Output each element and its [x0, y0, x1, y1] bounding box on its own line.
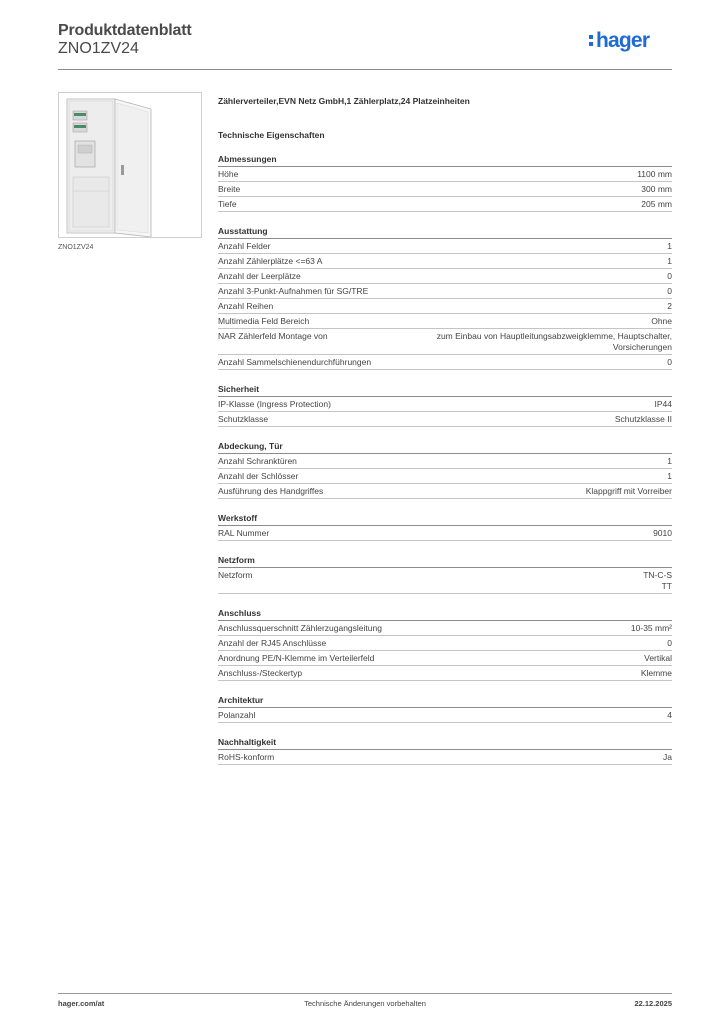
hager-logo — [588, 26, 672, 56]
property-value-line: 0 — [667, 286, 672, 296]
property-row — [218, 269, 672, 284]
property-label: Anschlussquerschnitt Zählerzugangsleitung — [218, 623, 382, 633]
section-ausstattung — [218, 226, 672, 370]
property-row — [218, 254, 672, 269]
section-nachhaltigkeit — [218, 737, 672, 765]
property-label: Anzahl Zählerplätze <=63 A — [218, 256, 323, 266]
property-value — [302, 668, 672, 679]
product-code: ZNO1ZV24 — [58, 40, 139, 57]
section-anschluss — [218, 608, 672, 681]
property-label: Anzahl Sammelschienendurchführungen — [218, 357, 372, 367]
property-value — [371, 357, 672, 368]
property-row — [218, 469, 672, 484]
property-row — [218, 329, 672, 355]
property-value — [240, 184, 672, 195]
property-value — [255, 710, 672, 721]
section-title: Abdeckung, Tür — [218, 441, 672, 454]
property-value-line: 1100 mm — [637, 169, 672, 179]
property-value — [368, 286, 672, 297]
property-row — [218, 239, 672, 254]
property-value-line: zum Einbau von Hauptleitungsabzweigklemme, Hauptschalter, — [436, 331, 672, 341]
property-value-line: Klemme — [640, 668, 672, 678]
property-label: Anzahl der Leerplätze — [218, 271, 301, 281]
section-abmessungen — [218, 154, 672, 212]
section-title: Anschluss — [218, 608, 672, 621]
property-row — [218, 568, 672, 594]
property-value — [309, 316, 672, 327]
property-value-line: 300 mm — [641, 184, 672, 194]
property-row — [218, 314, 672, 329]
property-row — [218, 397, 672, 412]
property-label: Anordnung PE/N-Klemme im Verteilerfeld — [218, 653, 375, 663]
property-label: Anzahl Reihen — [218, 301, 274, 311]
property-value — [298, 471, 672, 482]
property-value-line: 205 mm — [641, 199, 672, 209]
property-value-line: 1 — [667, 241, 672, 251]
footer-website[interactable]: hager.com/at — [58, 999, 105, 1008]
property-value-line: 10-35 mm² — [630, 623, 672, 633]
product-description: Zählerverteiler,EVN Netz GmbH,1 Zählerplatz,24 Platzeinheiten — [218, 96, 470, 106]
technical-properties-heading: Technische Eigenschaften — [218, 130, 325, 140]
footer-disclaimer: Technische Änderungen vorbehalten — [304, 999, 426, 1008]
property-row — [218, 284, 672, 299]
property-label: NAR Zählerfeld Montage von — [218, 331, 328, 341]
property-label: Anschluss-/Steckertyp — [218, 668, 303, 678]
property-value — [301, 271, 672, 282]
property-value — [268, 414, 672, 425]
property-row — [218, 412, 672, 427]
property-value-line: Ja — [663, 752, 672, 762]
property-label: Tiefe — [218, 199, 237, 209]
property-label: Ausführung des Handgriffes — [218, 486, 324, 496]
property-value — [297, 456, 672, 467]
property-label: Anzahl 3-Punkt-Aufnahmen für SG/TRE — [218, 286, 369, 296]
property-row — [218, 299, 672, 314]
property-value — [326, 638, 672, 649]
property-value — [328, 331, 672, 353]
property-value — [237, 199, 672, 210]
section-title: Architektur — [218, 695, 672, 708]
property-row — [218, 484, 672, 499]
property-value — [323, 486, 672, 497]
property-value — [238, 169, 672, 180]
property-value-line: 1 — [667, 456, 672, 466]
property-label: RAL Nummer — [218, 528, 270, 538]
section-sicherheit — [218, 384, 672, 427]
property-row — [218, 708, 672, 723]
section-title: Abmessungen — [218, 154, 672, 167]
property-label: IP-Klasse (Ingress Protection) — [218, 399, 331, 409]
property-value-line: Schutzklasse II — [614, 414, 672, 424]
property-row — [218, 355, 672, 370]
section-title: Ausstattung — [218, 226, 672, 239]
page-footer — [58, 993, 672, 1007]
product-image — [58, 92, 202, 238]
footer-date: 22.12.2025 — [634, 999, 672, 1008]
property-value — [274, 752, 672, 763]
section-title: Nachhaltigkeit — [218, 737, 672, 750]
property-label: Anzahl Schranktüren — [218, 456, 297, 466]
property-value — [273, 301, 672, 312]
property-row — [218, 197, 672, 212]
property-value-line: 0 — [667, 271, 672, 281]
property-label: Höhe — [218, 169, 239, 179]
property-row — [218, 651, 672, 666]
section-title: Werkstoff — [218, 513, 672, 526]
property-row — [218, 526, 672, 541]
property-value — [270, 241, 672, 252]
property-label: Breite — [218, 184, 241, 194]
section-architektur — [218, 695, 672, 723]
property-value-line: TT — [661, 581, 672, 591]
property-row — [218, 167, 672, 182]
property-value-line: Vorsicherungen — [612, 342, 672, 352]
property-value — [331, 399, 672, 410]
section-netzform — [218, 555, 672, 594]
image-caption: ZNO1ZV24 — [58, 244, 94, 251]
property-row — [218, 666, 672, 681]
property-row — [218, 182, 672, 197]
property-label: RoHS-konform — [218, 752, 275, 762]
section-title: Netzform — [218, 555, 672, 568]
product-details — [218, 96, 672, 765]
property-value-line: 1 — [667, 256, 672, 266]
property-row — [218, 621, 672, 636]
property-label: Anzahl der RJ45 Anschlüsse — [218, 638, 327, 648]
section-abdeckung-t-r — [218, 441, 672, 499]
property-label: Anzahl der Schlösser — [218, 471, 299, 481]
property-row — [218, 454, 672, 469]
property-value-line: 9010 — [653, 528, 672, 538]
property-value — [374, 653, 672, 664]
property-value-line: 2 — [667, 301, 672, 311]
section-title: Sicherheit — [218, 384, 672, 397]
property-value-line: 0 — [667, 638, 672, 648]
property-label: Polanzahl — [218, 710, 256, 720]
property-value-line: Klappgriff mit Vorreiber — [585, 486, 672, 496]
section-werkstoff — [218, 513, 672, 541]
property-row — [218, 636, 672, 651]
property-value-line: 0 — [667, 357, 672, 367]
property-label: Schutzklasse — [218, 414, 269, 424]
property-label: Anzahl Felder — [218, 241, 271, 251]
property-value — [252, 570, 672, 592]
property-value-line: IP44 — [654, 399, 672, 409]
property-value-line: 4 — [667, 710, 672, 720]
property-sections — [218, 154, 672, 765]
logo-wordmark: hager — [596, 29, 650, 52]
property-value-line: Vertikal — [644, 653, 672, 663]
property-value-line: Ohne — [651, 316, 672, 326]
property-row — [218, 750, 672, 765]
property-value-line: TN-C-S — [643, 570, 672, 580]
property-value — [382, 623, 672, 634]
page-header — [58, 20, 672, 70]
meter-cabinet-illustration — [59, 93, 201, 237]
property-label: Multimedia Feld Bereich — [218, 316, 310, 326]
property-value — [322, 256, 672, 267]
property-value-line: 1 — [667, 471, 672, 481]
property-label: Netzform — [218, 570, 253, 580]
property-value — [269, 528, 672, 539]
document-title: Produktdatenblatt — [58, 22, 192, 39]
